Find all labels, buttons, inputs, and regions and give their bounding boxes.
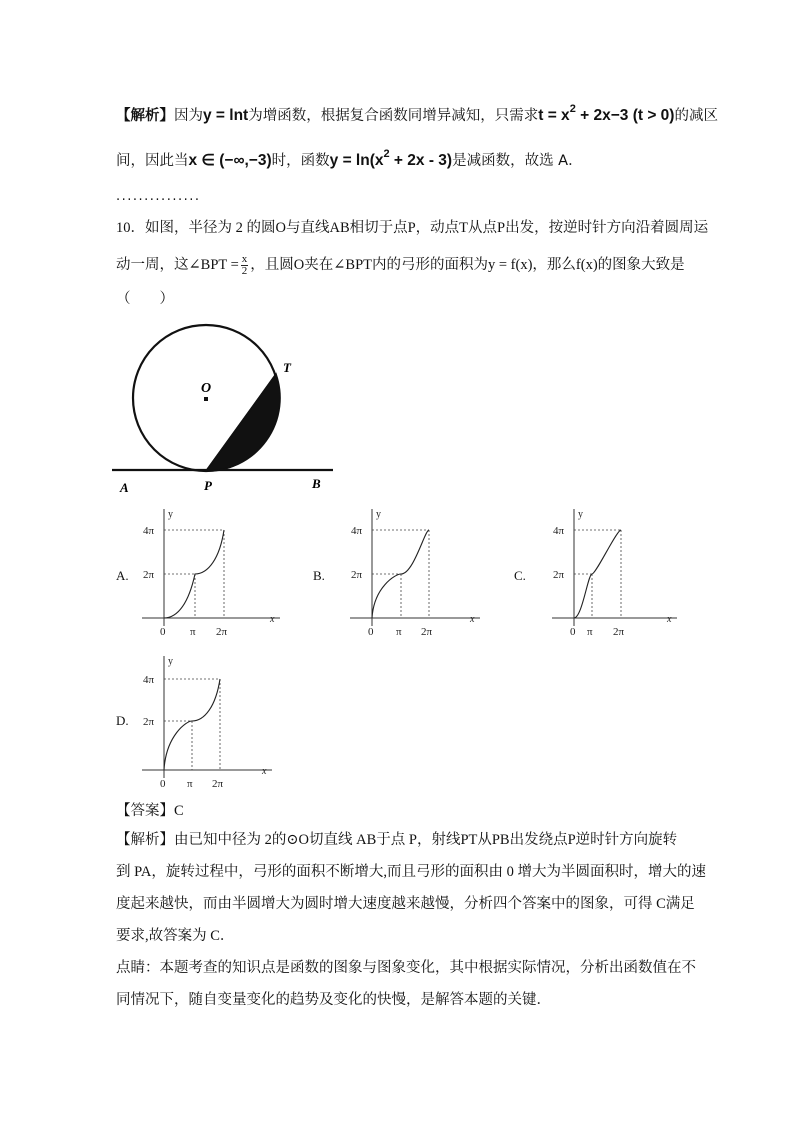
y-tick-2pi: 2π <box>553 569 565 581</box>
question-paren: （ ） <box>116 291 174 307</box>
x-axis-label: x <box>270 614 275 625</box>
x-tick-pi: π <box>587 626 593 638</box>
label-P: P <box>204 478 212 493</box>
analysis1-text-c: 的减区 <box>674 108 718 124</box>
y-tick-2pi: 2π <box>143 569 155 581</box>
y-tick-4pi: 4π <box>143 674 155 686</box>
x-tick-2pi: 2π <box>216 626 228 638</box>
y-tick-4pi: 4π <box>553 525 565 537</box>
question-line2: 动一周，这∠BPT = $\frac{x}{2}$ ，且圆O夹在∠BPT内的弓形的面积为y = f(x)，那么f(x)的图象大致是 <box>116 253 685 277</box>
analysis1-label: 【解析】 <box>116 108 174 124</box>
fraction-x-over-2: $\frac{x}{2}$ <box>241 253 248 277</box>
y-tick-4pi: 4π <box>143 525 155 537</box>
analysis1-eq-c: x ∈ (−∞,−3) <box>188 152 272 169</box>
circle-tangent-figure <box>108 320 338 495</box>
analysis1-text-a: 因为 <box>174 108 203 124</box>
x-tick-pi: π <box>190 626 196 638</box>
answer-line <box>116 801 184 821</box>
analysis2-label: 【解析】 <box>116 832 174 848</box>
origin-label: 0 <box>570 626 576 638</box>
y-tick-2pi: 2π <box>351 569 363 581</box>
y-axis-label: y <box>168 656 173 667</box>
x-tick-pi: π <box>187 778 193 787</box>
analysis2-line4: 要求,故答案为 C． <box>116 928 235 944</box>
analysis2-line2: 到 PA，旋转过程中，弓形的面积不断增大,而且弓形的面积由 0 增大为半圆面积时，增大的速 <box>116 864 706 880</box>
x-axis-label: x <box>667 614 672 625</box>
comment-line1: 点睛：本题考查的知识点是函数的图象与图象变化，其中根据实际情况，分析出函数值在不 <box>116 960 696 976</box>
analysis2-line3: 度起来越快，而由半圆增大为圆时增大速度越来越慢，分析四个答案中的图象，可得 C满足 <box>116 896 695 912</box>
analysis1-eq-b: $t = x^2 + 2x-3$ (t > 0) <box>538 103 675 124</box>
y-axis-label: y <box>168 509 173 520</box>
x-tick-2pi: 2π <box>421 626 433 638</box>
center-dot <box>204 397 208 401</box>
analysis1-eq-a: y = lnt <box>203 107 249 124</box>
x-tick-2pi: 2π <box>212 778 224 787</box>
answer-value: C <box>174 803 184 819</box>
analysis1-line1 <box>116 103 718 127</box>
x-tick-pi: π <box>396 626 402 638</box>
origin-label: 0 <box>368 626 374 638</box>
comment-line2: 同情况下，随自变量变化的趋势及变化的快慢，是解答本题的关键． <box>116 992 551 1008</box>
x-axis-label: x <box>470 614 475 625</box>
y-axis-label: y <box>578 509 583 520</box>
option-B-label: B. <box>313 568 325 583</box>
x-axis-label: x <box>262 766 267 777</box>
option-D-graph <box>134 652 284 787</box>
y-tick-2pi: 2π <box>143 716 155 728</box>
analysis1-line2-b: 时，函数 <box>271 153 330 169</box>
option-C-graph <box>534 505 689 640</box>
analysis1-text-b: 为增函数，根据复合函数同增异减知，只需求 <box>248 108 539 124</box>
analysis1-line2-a: 间，因此当 <box>116 153 189 169</box>
label-T: T <box>283 360 291 375</box>
analysis2-line1: 【解析】由已知中径为 2的⊙O切直线 AB于点 P，射线PT从PB出发绕点P逆时针方向旋转 <box>116 832 678 848</box>
label-A: A <box>120 480 129 495</box>
origin-label: 0 <box>160 626 166 638</box>
option-B-graph <box>332 505 492 640</box>
x-tick-2pi: 2π <box>613 626 625 638</box>
answer-label: 【答案】 <box>116 803 174 819</box>
function-curve <box>574 530 621 618</box>
y-tick-4pi: 4π <box>351 525 363 537</box>
label-B: B <box>312 476 321 491</box>
analysis1-line2 <box>116 148 583 172</box>
option-A-label: A. <box>116 568 129 583</box>
analysis1-eq-d: $y = \ln(x^2 + 2x - 3)$ <box>329 148 453 169</box>
option-C-label: C. <box>514 568 526 583</box>
label-O: O <box>201 381 212 396</box>
comment-label: 点睛： <box>116 960 160 976</box>
separator-dots: ............... <box>116 189 201 204</box>
y-axis-label: y <box>376 509 381 520</box>
origin-label: 0 <box>160 778 166 787</box>
question-line1: 10．如图，半径为 2 的圆O与直线AB相切于点P，动点T从点P出发，按逆时针方向沿着圆周运 <box>116 220 709 236</box>
analysis1-line2-c: 是减函数，故选 A． <box>452 153 583 169</box>
option-A-graph <box>142 505 292 640</box>
option-D-label: D. <box>116 713 129 728</box>
function-curve <box>164 679 220 770</box>
